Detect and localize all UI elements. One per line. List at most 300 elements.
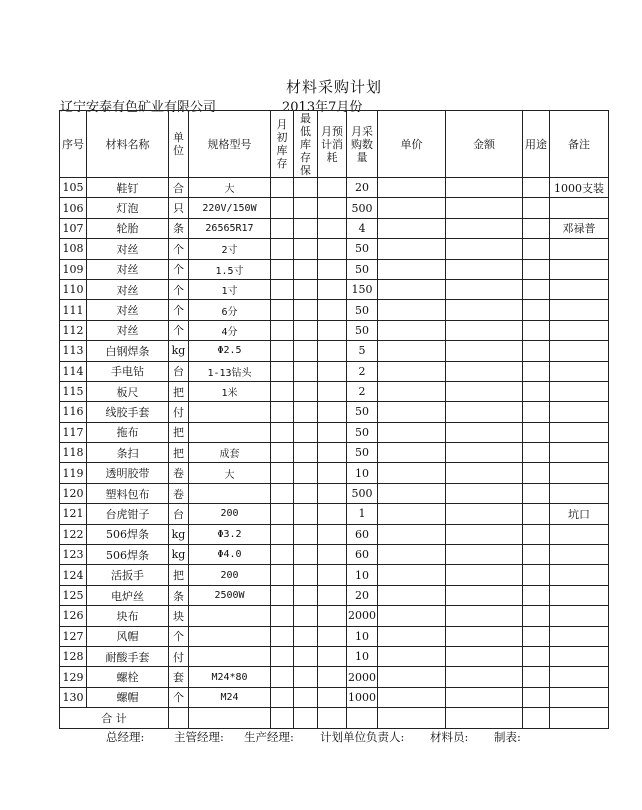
cell-usage [523, 585, 550, 605]
cell-remark [550, 483, 609, 503]
cell-min-stock [294, 178, 318, 198]
cell-opening-stock [271, 483, 294, 503]
cell-name: 螺帽 [87, 687, 169, 707]
cell-usage [523, 381, 550, 401]
cell-price [378, 259, 446, 279]
header-remark: 备注 [550, 111, 609, 178]
cell-price [378, 279, 446, 299]
table-row [60, 504, 609, 524]
cell-unit: 付 [169, 402, 189, 422]
cell-name: 506焊条 [87, 524, 169, 544]
header-usage: 用途 [523, 111, 550, 178]
cell-name: 506焊条 [87, 545, 169, 565]
cell-purchase-qty: 150 [347, 279, 378, 299]
cell-unit: 把 [169, 422, 189, 442]
cell-purchase-qty: 10 [347, 646, 378, 666]
cell-unit: 个 [169, 687, 189, 707]
cell-name: 对丝 [87, 300, 169, 320]
cell-opening-stock [271, 239, 294, 259]
cell-name: 对丝 [87, 320, 169, 340]
cell-opening-stock [271, 606, 294, 626]
cell-min-stock [294, 483, 318, 503]
cell-unit: 个 [169, 239, 189, 259]
cell-seq: 120 [60, 483, 87, 503]
cell-min-stock [294, 259, 318, 279]
cell-opening-stock [271, 524, 294, 544]
cell-usage [523, 483, 550, 503]
cell-spec: 大 [189, 178, 271, 198]
cell-seq: 129 [60, 667, 87, 687]
total-label: 合 计 [60, 708, 169, 729]
cell-amount [446, 218, 523, 238]
cell-seq: 126 [60, 606, 87, 626]
cell-min-stock [294, 381, 318, 401]
cell-planned-consumption [318, 178, 347, 198]
cell-planned-consumption [318, 504, 347, 524]
cell-spec: 大 [189, 463, 271, 483]
cell-seq: 109 [60, 259, 87, 279]
cell-spec [189, 422, 271, 442]
cell-price [378, 606, 446, 626]
cell-usage [523, 687, 550, 707]
cell-unit: 条 [169, 585, 189, 605]
cell-purchase-qty: 4 [347, 218, 378, 238]
cell-purchase-qty: 60 [347, 524, 378, 544]
cell-remark [550, 422, 609, 442]
cell-usage [523, 504, 550, 524]
cell-usage [523, 646, 550, 666]
cell-amount [446, 463, 523, 483]
cell-spec: 200 [189, 504, 271, 524]
cell-opening-stock [271, 646, 294, 666]
cell-price [378, 320, 446, 340]
cell-name: 螺栓 [87, 667, 169, 687]
cell-seq: 127 [60, 626, 87, 646]
cell-name: 轮胎 [87, 218, 169, 238]
cell-planned-consumption [318, 646, 347, 666]
table-row [60, 361, 609, 381]
cell-usage [523, 361, 550, 381]
cell-min-stock [294, 545, 318, 565]
cell-min-stock [294, 218, 318, 238]
cell-planned-consumption [318, 300, 347, 320]
table-row [60, 524, 609, 544]
cell-seq: 113 [60, 341, 87, 361]
cell-usage [523, 626, 550, 646]
cell-spec: 220V/150W [189, 198, 271, 218]
cell-planned-consumption [318, 341, 347, 361]
cell-opening-stock [271, 422, 294, 442]
cell-name: 拖布 [87, 422, 169, 442]
cell-purchase-qty: 20 [347, 585, 378, 605]
cell-planned-consumption [318, 361, 347, 381]
cell-usage [523, 463, 550, 483]
cell-name: 灯泡 [87, 198, 169, 218]
cell-seq: 122 [60, 524, 87, 544]
table-row [60, 585, 609, 605]
cell-price [378, 626, 446, 646]
cell-unit: 套 [169, 667, 189, 687]
procurement-table [59, 110, 609, 729]
cell-opening-stock [271, 463, 294, 483]
cell-min-stock [294, 667, 318, 687]
cell-price [378, 239, 446, 259]
cell-purchase-qty: 10 [347, 565, 378, 585]
cell-amount [446, 198, 523, 218]
cell-planned-consumption [318, 218, 347, 238]
cell-seq: 116 [60, 402, 87, 422]
cell-purchase-qty: 50 [347, 300, 378, 320]
cell-seq: 117 [60, 422, 87, 442]
cell-min-stock [294, 463, 318, 483]
cell-seq: 105 [60, 178, 87, 198]
cell-unit: 个 [169, 626, 189, 646]
cell-spec: Φ4.0 [189, 545, 271, 565]
table-row [60, 646, 609, 666]
cell-planned-consumption [318, 239, 347, 259]
cell-min-stock [294, 402, 318, 422]
cell-planned-consumption [318, 565, 347, 585]
cell-price [378, 178, 446, 198]
table-row [60, 667, 609, 687]
cell-remark: 邓禄普 [550, 218, 609, 238]
cell-name: 鞋钉 [87, 178, 169, 198]
cell-amount [446, 585, 523, 605]
sign-supervisor: 主管经理: [174, 730, 224, 744]
cell-planned-consumption [318, 524, 347, 544]
cell-usage [523, 565, 550, 585]
cell-purchase-qty: 10 [347, 463, 378, 483]
cell-price [378, 463, 446, 483]
table-row [60, 259, 609, 279]
cell-name: 对丝 [87, 259, 169, 279]
cell-price [378, 198, 446, 218]
cell-amount [446, 402, 523, 422]
cell-remark [550, 361, 609, 381]
cell-remark [550, 646, 609, 666]
cell-remark [550, 524, 609, 544]
cell-unit: 个 [169, 259, 189, 279]
cell-amount [446, 239, 523, 259]
cell-opening-stock [271, 545, 294, 565]
table-row [60, 402, 609, 422]
sign-planning-head: 计划单位负责人: [320, 730, 405, 744]
cell-amount [446, 320, 523, 340]
cell-remark [550, 443, 609, 463]
cell-usage [523, 198, 550, 218]
cell-name: 风帽 [87, 626, 169, 646]
cell-name: 耐酸手套 [87, 646, 169, 666]
cell-usage [523, 218, 550, 238]
cell-unit: 付 [169, 646, 189, 666]
cell-price [378, 422, 446, 442]
cell-spec [189, 646, 271, 666]
cell-unit: 把 [169, 565, 189, 585]
cell-min-stock [294, 422, 318, 442]
table-row [60, 545, 609, 565]
table-row [60, 218, 609, 238]
header-seq: 序号 [60, 111, 87, 178]
cell-usage [523, 606, 550, 626]
cell-amount [446, 178, 523, 198]
table-row [60, 626, 609, 646]
cell-planned-consumption [318, 259, 347, 279]
cell-usage [523, 443, 550, 463]
cell-amount [446, 606, 523, 626]
cell-amount [446, 381, 523, 401]
cell-spec: Φ2.5 [189, 341, 271, 361]
table-row [60, 687, 609, 707]
cell-name: 板尺 [87, 381, 169, 401]
cell-price [378, 504, 446, 524]
table-row [60, 606, 609, 626]
cell-name: 对丝 [87, 239, 169, 259]
cell-purchase-qty: 500 [347, 483, 378, 503]
header-amount: 金额 [446, 111, 523, 178]
cell-remark [550, 381, 609, 401]
cell-planned-consumption [318, 320, 347, 340]
cell-remark [550, 463, 609, 483]
header-spec: 规格型号 [189, 111, 271, 178]
cell-min-stock [294, 320, 318, 340]
cell-planned-consumption [318, 545, 347, 565]
cell-amount [446, 667, 523, 687]
table-row [60, 178, 609, 198]
cell-price [378, 341, 446, 361]
cell-amount [446, 259, 523, 279]
cell-price [378, 585, 446, 605]
cell-seq: 108 [60, 239, 87, 259]
cell-spec [189, 626, 271, 646]
cell-spec: 2500W [189, 585, 271, 605]
table-row [60, 300, 609, 320]
cell-remark [550, 687, 609, 707]
cell-amount [446, 361, 523, 381]
header-planned-consumption: 月预计消耗 [318, 111, 347, 178]
cell-price [378, 646, 446, 666]
cell-planned-consumption [318, 381, 347, 401]
cell-spec: M24*80 [189, 667, 271, 687]
cell-min-stock [294, 239, 318, 259]
cell-amount [446, 687, 523, 707]
cell-usage [523, 320, 550, 340]
cell-min-stock [294, 606, 318, 626]
header-unit: 单位 [169, 111, 189, 178]
cell-planned-consumption [318, 626, 347, 646]
sign-general-manager: 总经理: [106, 730, 145, 744]
cell-remark [550, 300, 609, 320]
cell-planned-consumption [318, 443, 347, 463]
header-price: 单价 [378, 111, 446, 178]
cell-opening-stock [271, 178, 294, 198]
cell-seq: 123 [60, 545, 87, 565]
cell-spec: 1.5寸 [189, 259, 271, 279]
cell-seq: 114 [60, 361, 87, 381]
cell-usage [523, 178, 550, 198]
cell-amount [446, 279, 523, 299]
cell-remark [550, 402, 609, 422]
cell-min-stock [294, 524, 318, 544]
cell-opening-stock [271, 626, 294, 646]
cell-spec: 4分 [189, 320, 271, 340]
cell-remark [550, 198, 609, 218]
cell-seq: 115 [60, 381, 87, 401]
cell-unit: 条 [169, 218, 189, 238]
cell-opening-stock [271, 259, 294, 279]
cell-min-stock [294, 279, 318, 299]
cell-purchase-qty: 2000 [347, 606, 378, 626]
table-row [60, 341, 609, 361]
cell-opening-stock [271, 279, 294, 299]
cell-unit: 个 [169, 320, 189, 340]
cell-seq: 119 [60, 463, 87, 483]
cell-seq: 107 [60, 218, 87, 238]
cell-amount [446, 626, 523, 646]
cell-purchase-qty: 2 [347, 381, 378, 401]
cell-planned-consumption [318, 279, 347, 299]
cell-remark [550, 626, 609, 646]
cell-price [378, 300, 446, 320]
cell-opening-stock [271, 585, 294, 605]
cell-opening-stock [271, 361, 294, 381]
table-row [60, 565, 609, 585]
sign-production-manager: 生产经理: [244, 730, 294, 744]
cell-seq: 110 [60, 279, 87, 299]
cell-min-stock [294, 300, 318, 320]
cell-seq: 112 [60, 320, 87, 340]
cell-amount [446, 646, 523, 666]
cell-purchase-qty: 60 [347, 545, 378, 565]
cell-opening-stock [271, 667, 294, 687]
header-min-stock: 最低库存保 [294, 111, 318, 178]
cell-purchase-qty: 5 [347, 341, 378, 361]
cell-purchase-qty: 2000 [347, 667, 378, 687]
cell-amount [446, 483, 523, 503]
table-row [60, 198, 609, 218]
cell-planned-consumption [318, 422, 347, 442]
cell-purchase-qty: 50 [347, 402, 378, 422]
cell-min-stock [294, 565, 318, 585]
cell-price [378, 545, 446, 565]
cell-opening-stock [271, 218, 294, 238]
cell-amount [446, 504, 523, 524]
cell-price [378, 667, 446, 687]
cell-purchase-qty: 10 [347, 626, 378, 646]
cell-purchase-qty: 50 [347, 320, 378, 340]
table-row [60, 320, 609, 340]
cell-spec: 成套 [189, 443, 271, 463]
cell-name: 塑料包布 [87, 483, 169, 503]
cell-planned-consumption [318, 667, 347, 687]
cell-opening-stock [271, 443, 294, 463]
cell-planned-consumption [318, 463, 347, 483]
cell-min-stock [294, 626, 318, 646]
cell-unit: 块 [169, 606, 189, 626]
cell-remark [550, 239, 609, 259]
cell-purchase-qty: 50 [347, 422, 378, 442]
cell-remark [550, 259, 609, 279]
cell-name: 块布 [87, 606, 169, 626]
cell-amount [446, 524, 523, 544]
cell-name: 电炉丝 [87, 585, 169, 605]
cell-seq: 124 [60, 565, 87, 585]
plan-period: 2013年7月份 [282, 100, 363, 115]
cell-amount [446, 422, 523, 442]
cell-remark [550, 545, 609, 565]
cell-remark [550, 565, 609, 585]
cell-opening-stock [271, 504, 294, 524]
cell-opening-stock [271, 300, 294, 320]
cell-name: 活扳手 [87, 565, 169, 585]
cell-usage [523, 279, 550, 299]
header-opening-stock: 月初库存 [271, 111, 294, 178]
cell-price [378, 402, 446, 422]
cell-opening-stock [271, 381, 294, 401]
cell-unit: 合 [169, 178, 189, 198]
cell-spec: 6分 [189, 300, 271, 320]
cell-remark [550, 279, 609, 299]
total-row [60, 708, 609, 729]
cell-name: 手电钻 [87, 361, 169, 381]
cell-unit: 个 [169, 300, 189, 320]
cell-unit: 把 [169, 381, 189, 401]
cell-spec: 2寸 [189, 239, 271, 259]
cell-amount [446, 565, 523, 585]
cell-seq: 130 [60, 687, 87, 707]
cell-opening-stock [271, 565, 294, 585]
table-row [60, 239, 609, 259]
cell-price [378, 361, 446, 381]
cell-spec: Φ3.2 [189, 524, 271, 544]
cell-spec [189, 606, 271, 626]
cell-opening-stock [271, 341, 294, 361]
cell-min-stock [294, 687, 318, 707]
cell-amount [446, 300, 523, 320]
cell-seq: 121 [60, 504, 87, 524]
cell-unit: 台 [169, 361, 189, 381]
cell-purchase-qty: 1000 [347, 687, 378, 707]
cell-unit: 个 [169, 279, 189, 299]
cell-spec: 1寸 [189, 279, 271, 299]
cell-price [378, 483, 446, 503]
cell-amount [446, 443, 523, 463]
header-purchase-qty: 月采购数量 [347, 111, 378, 178]
table-row [60, 463, 609, 483]
cell-unit: 只 [169, 198, 189, 218]
cell-seq: 111 [60, 300, 87, 320]
cell-remark: 坑口 [550, 504, 609, 524]
cell-seq: 128 [60, 646, 87, 666]
cell-unit: kg [169, 341, 189, 361]
cell-remark: 1000支装 [550, 178, 609, 198]
cell-planned-consumption [318, 585, 347, 605]
cell-name: 台虎钳子 [87, 504, 169, 524]
cell-spec: 1米 [189, 381, 271, 401]
cell-remark [550, 320, 609, 340]
cell-usage [523, 524, 550, 544]
table-row [60, 443, 609, 463]
cell-price [378, 443, 446, 463]
cell-name: 线胶手套 [87, 402, 169, 422]
cell-unit: kg [169, 524, 189, 544]
cell-min-stock [294, 585, 318, 605]
cell-remark [550, 606, 609, 626]
cell-planned-consumption [318, 606, 347, 626]
cell-usage [523, 259, 550, 279]
cell-remark [550, 341, 609, 361]
cell-price [378, 381, 446, 401]
cell-price [378, 565, 446, 585]
